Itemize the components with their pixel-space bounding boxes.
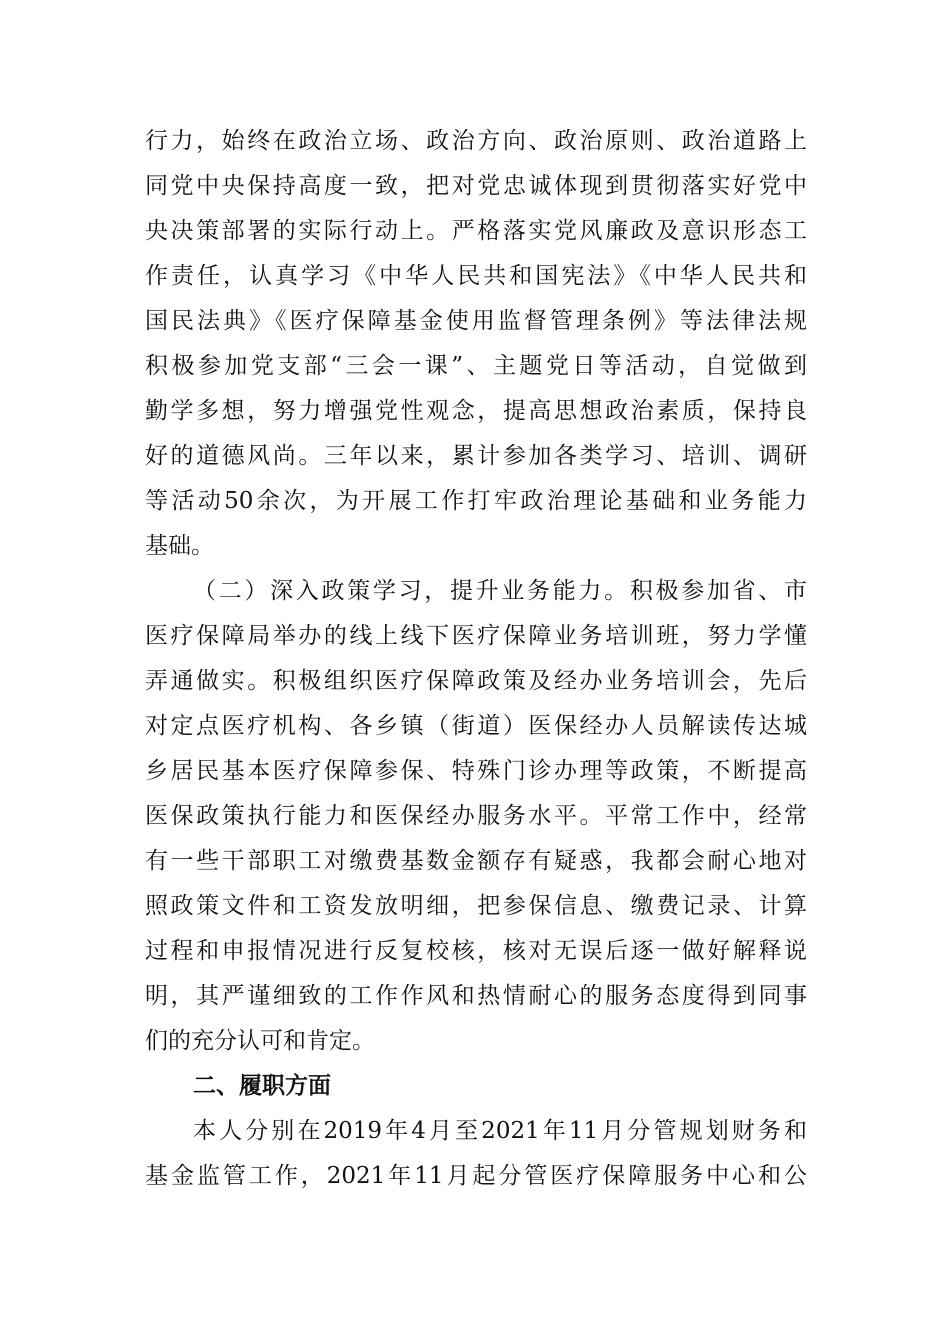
text-line: 行力，始终在政治立场、政治方向、政治原则、政治道路上 — [145, 128, 807, 154]
text-line: 医保政策执行能力和医保经办服务水平。平常工作中，经常 — [145, 803, 807, 829]
text-line: 勤学多想，努力增强党性观念，提高思想政治素质，保持良 — [145, 398, 807, 424]
text-line: 等活动50余次，为开展工作打牢政治理论基础和业务能力 — [145, 488, 807, 514]
text-line: 央决策部署的实际行动上。严格落实党风廉政及意识形态工 — [145, 218, 807, 244]
text-line: 有一些干部职工对缴费基数金额存有疑惑，我都会耐心地对 — [145, 848, 807, 874]
text-line: 医疗保障局举办的线上线下医疗保障业务培训班，努力学懂 — [145, 623, 807, 649]
text-line: 乡居民基本医疗保障参保、特殊门诊办理等政策，不断提高 — [145, 758, 807, 784]
text-line: 作责任，认真学习《中华人民共和国宪法》《中华人民共和 — [145, 263, 807, 289]
text-line: 们的充分认可和肯定。 — [145, 1028, 375, 1054]
section-heading-line: （二）深入政策学习，提升业务能力。积极参加省、市 — [193, 578, 807, 604]
text-line: 照政策文件和工资发放明细，把参保信息、缴费记录、计算 — [145, 893, 807, 919]
text-line: 弄通做实。积极组织医疗保障政策及经办业务培训会，先后 — [145, 668, 807, 694]
text-line: 同党中央保持高度一致，把对党忠诚体现到贯彻落实好党中 — [145, 173, 807, 199]
text-line: 明，其严谨细致的工作作风和热情耐心的服务态度得到同事 — [145, 983, 807, 1009]
section-heading: 二、履职方面 — [193, 1072, 331, 1099]
text-line: 对定点医疗机构、各乡镇（街道）医保经办人员解读传达城 — [145, 713, 807, 739]
text-line: 积极参加党支部“三会一课”、主题党日等活动，自觉做到 — [145, 353, 807, 379]
text-line: 基金监管工作，2021年11月起分管医疗保障服务中心和公 — [145, 1163, 807, 1189]
text-line: 过程和申报情况进行反复校核，核对无误后逐一做好解释说 — [145, 938, 807, 964]
text-line: 基础。 — [145, 533, 214, 559]
text-line: 本人分别在2019年4月至2021年11月分管规划财务和 — [193, 1118, 807, 1144]
text-line: 国民法典》《医疗保障基金使用监督管理条例》等法律法规 — [145, 308, 807, 334]
text-line: 好的道德风尚。三年以来，累计参加各类学习、培训、调研 — [145, 443, 807, 469]
